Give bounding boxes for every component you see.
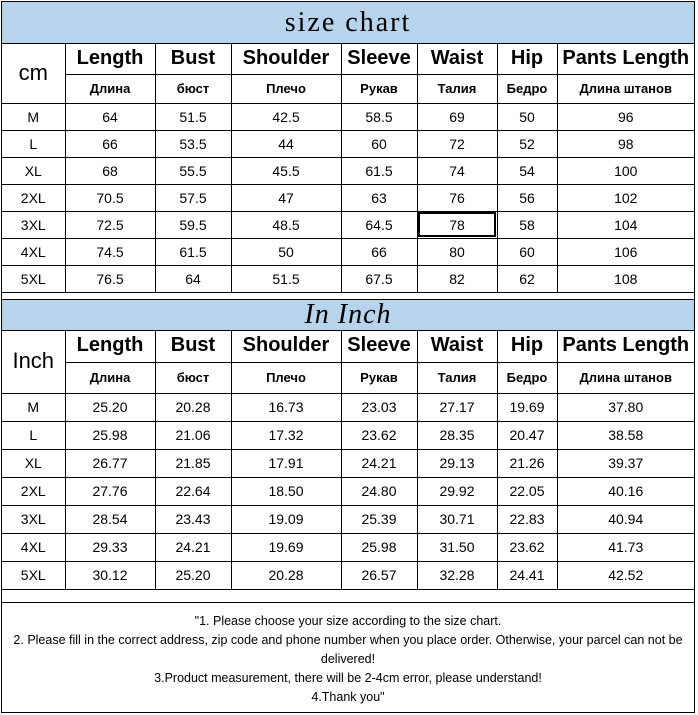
size-label: 3XL: [2, 211, 65, 238]
size-label: 4XL: [2, 533, 65, 561]
note-line: 2. Please fill in the correct address, zip code and phone number when you place order. Otherwise, your parcel can not be delivered!: [13, 633, 683, 666]
size-chart-sheet: [1, 1, 695, 713]
measurement-cell: 19.69: [497, 393, 557, 421]
measurement-cell: 76: [417, 184, 497, 211]
measurement-cell: 25.98: [65, 421, 155, 449]
column-header-russian: бюст: [155, 74, 231, 103]
column-header-russian: Талия: [417, 74, 497, 103]
size-row: [2, 130, 694, 157]
measurement-cell: 38.58: [557, 421, 694, 449]
column-header: Length: [65, 330, 155, 362]
note-line: 4.Thank you": [311, 690, 385, 704]
measurement-cell: 47: [231, 184, 341, 211]
size-row: [2, 211, 694, 238]
measurement-cell: 20.28: [231, 561, 341, 589]
measurement-cell: 18.50: [231, 477, 341, 505]
measurement-cell: 26.57: [341, 561, 417, 589]
measurement-cell: 41.73: [557, 533, 694, 561]
measurement-cell: 24.80: [341, 477, 417, 505]
inch-chart-title: In Inch: [2, 299, 694, 331]
column-header-russian: Плечо: [231, 74, 341, 103]
measurement-cell: 42.5: [231, 103, 341, 130]
measurement-cell: 53.5: [155, 130, 231, 157]
size-row: [2, 103, 694, 130]
column-header-russian: Длина: [65, 74, 155, 103]
measurement-cell: 61.5: [341, 157, 417, 184]
measurement-cell: 27.76: [65, 477, 155, 505]
size-label: XL: [2, 449, 65, 477]
column-header: Sleeve: [341, 330, 417, 362]
measurement-cell: 52: [497, 130, 557, 157]
header-row-russian: [2, 74, 694, 103]
notes-section: [2, 602, 694, 712]
measurement-cell: 23.43: [155, 505, 231, 533]
measurement-cell: 68: [65, 157, 155, 184]
measurement-cell: 50: [231, 238, 341, 265]
size-label: M: [2, 103, 65, 130]
measurement-cell: 78: [417, 211, 497, 238]
measurement-cell: 102: [557, 184, 694, 211]
measurement-cell: 21.06: [155, 421, 231, 449]
measurement-cell: 69: [417, 103, 497, 130]
measurement-cell: 64: [155, 265, 231, 292]
measurement-cell: 58.5: [341, 103, 417, 130]
column-header-russian: Бедро: [497, 362, 557, 393]
size-row: [2, 184, 694, 211]
measurement-cell: 54: [497, 157, 557, 184]
measurement-cell: 104: [557, 211, 694, 238]
measurement-cell: 24.41: [497, 561, 557, 589]
measurement-cell: 96: [557, 103, 694, 130]
column-header: Waist: [417, 330, 497, 362]
measurement-cell: 29.13: [417, 449, 497, 477]
column-header: Pants Length: [557, 330, 694, 362]
size-label: L: [2, 130, 65, 157]
measurement-cell: 80: [417, 238, 497, 265]
measurement-cell: 100: [557, 157, 694, 184]
size-row: [2, 561, 694, 589]
measurement-cell: 61.5: [155, 238, 231, 265]
measurement-cell: 51.5: [155, 103, 231, 130]
column-header: Length: [65, 44, 155, 74]
measurement-cell: 40.16: [557, 477, 694, 505]
measurement-cell: 24.21: [341, 449, 417, 477]
measurement-cell: 50: [497, 103, 557, 130]
column-header: Bust: [155, 44, 231, 74]
size-row: [2, 477, 694, 505]
unit-label: Inch: [2, 330, 65, 393]
column-header-russian: Длина штанов: [557, 362, 694, 393]
column-header-russian: бюст: [155, 362, 231, 393]
column-header-russian: Талия: [417, 362, 497, 393]
header-row: [2, 330, 694, 362]
measurement-cell: 23.03: [341, 393, 417, 421]
header-row-russian: [2, 362, 694, 393]
measurement-cell: 25.98: [341, 533, 417, 561]
size-row: [2, 265, 694, 292]
column-header: Pants Length: [557, 44, 694, 74]
measurement-cell: 23.62: [341, 421, 417, 449]
measurement-cell: 74.5: [65, 238, 155, 265]
measurement-cell: 72: [417, 130, 497, 157]
column-header: Bust: [155, 330, 231, 362]
size-row: [2, 421, 694, 449]
measurement-cell: 25.20: [65, 393, 155, 421]
measurement-cell: 27.17: [417, 393, 497, 421]
measurement-cell: 31.50: [417, 533, 497, 561]
measurement-cell: 106: [557, 238, 694, 265]
measurement-cell: 37.80: [557, 393, 694, 421]
measurement-cell: 28.54: [65, 505, 155, 533]
header-row: [2, 44, 694, 74]
measurement-cell: 51.5: [231, 265, 341, 292]
measurement-cell: 67.5: [341, 265, 417, 292]
size-label: 2XL: [2, 477, 65, 505]
column-header-russian: Рукав: [341, 362, 417, 393]
measurement-cell: 63: [341, 184, 417, 211]
measurement-cell: 23.62: [497, 533, 557, 561]
measurement-cell: 20.47: [497, 421, 557, 449]
measurement-cell: 30.12: [65, 561, 155, 589]
column-header-russian: Рукав: [341, 74, 417, 103]
measurement-cell: 82: [417, 265, 497, 292]
column-header: Sleeve: [341, 44, 417, 74]
size-label: XL: [2, 157, 65, 184]
measurement-cell: 59.5: [155, 211, 231, 238]
measurement-cell: 58: [497, 211, 557, 238]
measurement-cell: 39.37: [557, 449, 694, 477]
measurement-cell: 19.09: [231, 505, 341, 533]
measurement-cell: 21.26: [497, 449, 557, 477]
measurement-cell: 60: [341, 130, 417, 157]
inch-size-table: [2, 330, 694, 590]
column-header: Shoulder: [231, 330, 341, 362]
column-header-russian: Бедро: [497, 74, 557, 103]
size-label: 2XL: [2, 184, 65, 211]
measurement-cell: 57.5: [155, 184, 231, 211]
measurement-cell: 48.5: [231, 211, 341, 238]
measurement-cell: 42.52: [557, 561, 694, 589]
measurement-cell: 29.92: [417, 477, 497, 505]
measurement-cell: 22.05: [497, 477, 557, 505]
size-row: [2, 238, 694, 265]
measurement-cell: 74: [417, 157, 497, 184]
column-header-russian: Плечо: [231, 362, 341, 393]
measurement-cell: 56: [497, 184, 557, 211]
measurement-cell: 16.73: [231, 393, 341, 421]
cm-chart-title: size chart: [2, 2, 694, 44]
size-label: 5XL: [2, 561, 65, 589]
measurement-cell: 28.35: [417, 421, 497, 449]
measurement-cell: 72.5: [65, 211, 155, 238]
measurement-cell: 19.69: [231, 533, 341, 561]
note-line: "1. Please choose your size according to the size chart.: [194, 614, 502, 628]
measurement-cell: 60: [497, 238, 557, 265]
size-label: 5XL: [2, 265, 65, 292]
unit-label: cm: [2, 44, 65, 103]
measurement-cell: 76.5: [65, 265, 155, 292]
measurement-cell: 22.64: [155, 477, 231, 505]
measurement-cell: 32.28: [417, 561, 497, 589]
size-row: [2, 157, 694, 184]
measurement-cell: 30.71: [417, 505, 497, 533]
size-label: M: [2, 393, 65, 421]
measurement-cell: 64: [65, 103, 155, 130]
size-row: [2, 393, 694, 421]
measurement-cell: 45.5: [231, 157, 341, 184]
measurement-cell: 25.20: [155, 561, 231, 589]
size-label: 4XL: [2, 238, 65, 265]
measurement-cell: 24.21: [155, 533, 231, 561]
measurement-cell: 26.77: [65, 449, 155, 477]
column-header-russian: Длина штанов: [557, 74, 694, 103]
cm-size-table: [2, 44, 694, 293]
measurement-cell: 44: [231, 130, 341, 157]
size-row: [2, 449, 694, 477]
size-label: 3XL: [2, 505, 65, 533]
column-header: Waist: [417, 44, 497, 74]
measurement-cell: 29.33: [65, 533, 155, 561]
measurement-cell: 70.5: [65, 184, 155, 211]
measurement-cell: 25.39: [341, 505, 417, 533]
measurement-cell: 66: [341, 238, 417, 265]
size-row: [2, 533, 694, 561]
measurement-cell: 40.94: [557, 505, 694, 533]
measurement-cell: 22.83: [497, 505, 557, 533]
measurement-cell: 20.28: [155, 393, 231, 421]
note-line: 3.Product measurement, there will be 2-4cm error, please understand!: [154, 671, 542, 685]
measurement-cell: 64.5: [341, 211, 417, 238]
measurement-cell: 108: [557, 265, 694, 292]
measurement-cell: 17.91: [231, 449, 341, 477]
measurement-cell: 98: [557, 130, 694, 157]
column-header: Shoulder: [231, 44, 341, 74]
size-label: L: [2, 421, 65, 449]
measurement-cell: 17.32: [231, 421, 341, 449]
measurement-cell: 21.85: [155, 449, 231, 477]
column-header: Hip: [497, 330, 557, 362]
size-row: [2, 505, 694, 533]
measurement-cell: 55.5: [155, 157, 231, 184]
measurement-cell: 62: [497, 265, 557, 292]
measurement-cell: 66: [65, 130, 155, 157]
column-header-russian: Длина: [65, 362, 155, 393]
column-header: Hip: [497, 44, 557, 74]
